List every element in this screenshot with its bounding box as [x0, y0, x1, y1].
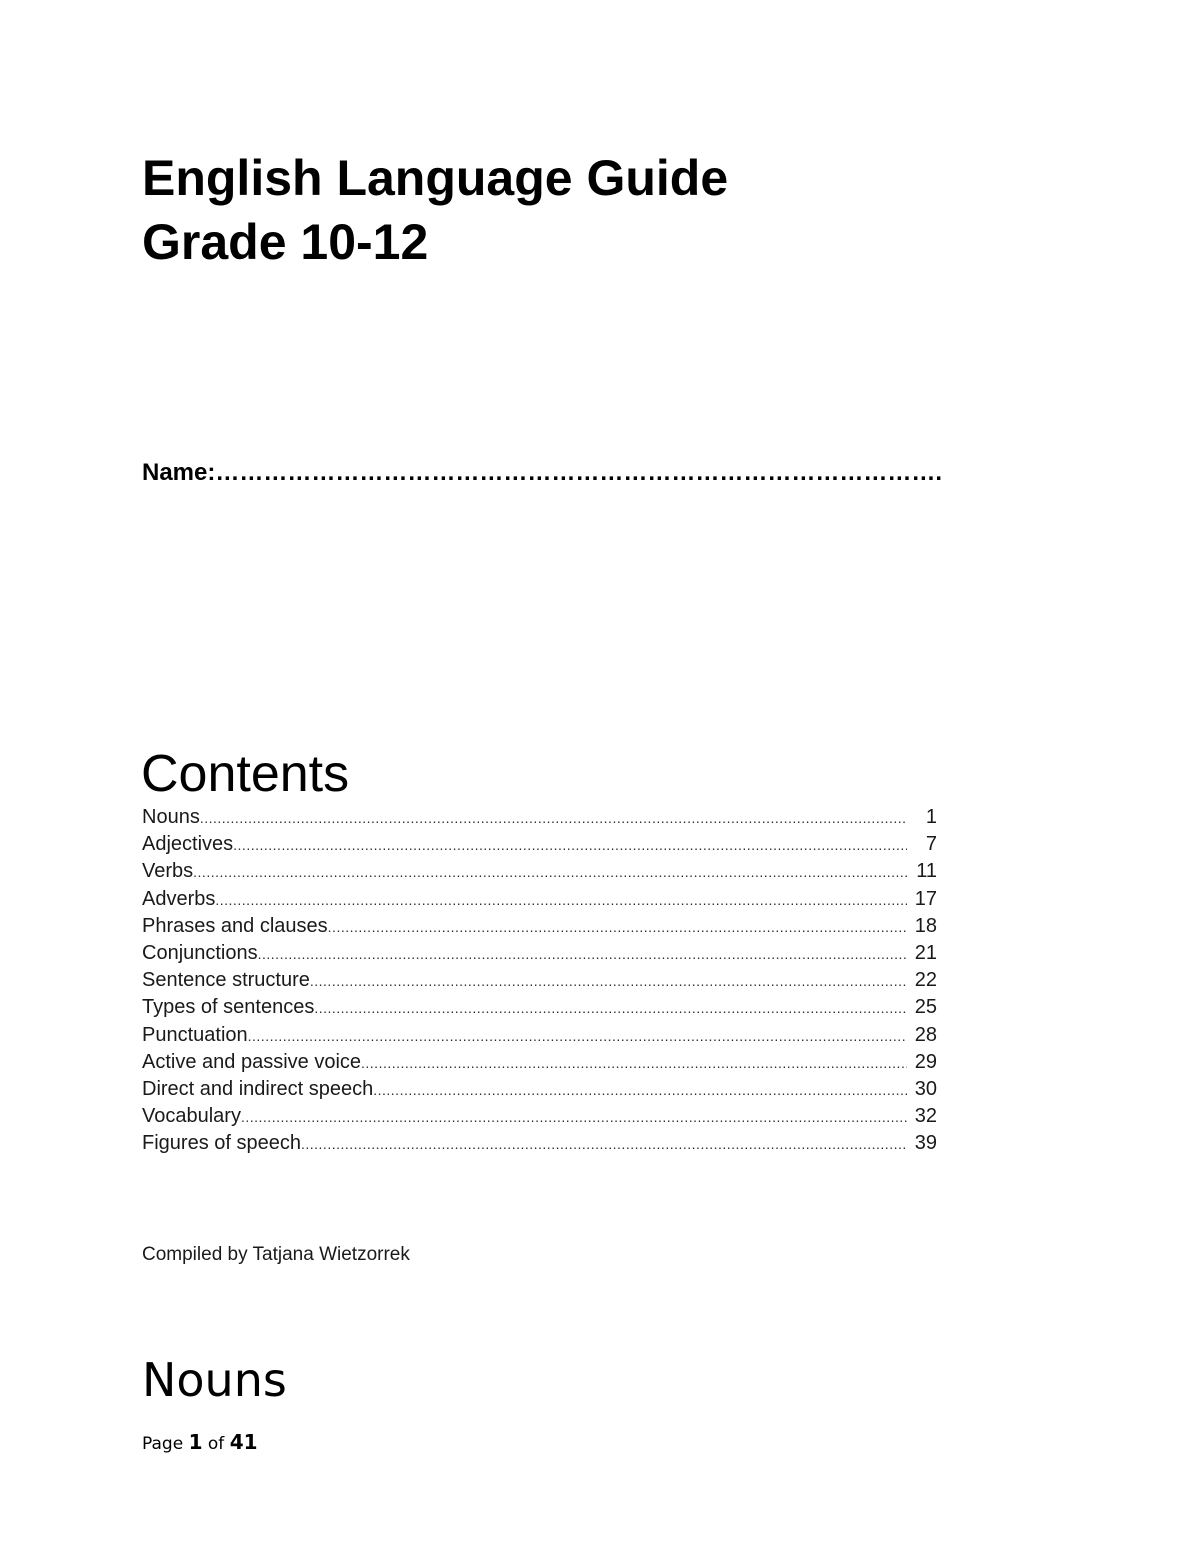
compiled-by-credit: Compiled by Tatjana Wietzorrek — [142, 1244, 410, 1265]
toc-dot-leader — [248, 1023, 907, 1049]
toc-entry[interactable] — [142, 1076, 937, 1103]
section-heading-nouns: Nouns — [142, 1353, 287, 1407]
toc-entry-title: Phrases and clauses — [142, 914, 328, 937]
contents-heading: Contents — [141, 745, 350, 803]
toc-entry[interactable] — [142, 1103, 937, 1130]
toc-entry-title: Adverbs — [142, 887, 216, 910]
toc-entry-title: Active and passive voice — [142, 1050, 362, 1073]
toc-dot-leader — [361, 1050, 907, 1076]
toc-entry[interactable] — [142, 940, 937, 967]
toc-entry[interactable] — [142, 1130, 937, 1157]
toc-entry-page: 1 — [925, 806, 937, 828]
footer-page-word: Page — [142, 1434, 184, 1454]
toc-entry-title: Nouns — [142, 806, 200, 828]
toc-entry-title: Verbs — [142, 860, 194, 883]
toc-dot-leader — [258, 941, 907, 967]
toc-dot-leader — [314, 995, 907, 1021]
toc-entry[interactable] — [142, 858, 937, 885]
toc-entry-page: 30 — [914, 1077, 937, 1100]
toc-entry-page: 32 — [914, 1105, 937, 1128]
toc-entry[interactable] — [142, 1049, 937, 1076]
toc-entry-page: 18 — [914, 914, 937, 937]
toc-dot-leader — [373, 1077, 907, 1103]
title-line-grade: Grade 10-12 — [142, 214, 429, 270]
toc-entry-page: 7 — [925, 833, 937, 856]
toc-dot-leader — [200, 805, 907, 831]
toc-entry-title: Adjectives — [142, 833, 234, 856]
footer-of-word: of — [207, 1434, 225, 1454]
toc-entry[interactable] — [142, 886, 937, 913]
toc-entry-title: Direct and indirect speech — [142, 1077, 374, 1100]
toc-entry-page: 21 — [914, 941, 937, 964]
toc-dot-leader — [193, 859, 907, 885]
toc-entry-title: Types of sentences — [142, 996, 315, 1019]
toc-entry-page: 25 — [914, 996, 937, 1019]
toc-entry-title: Figures of speech — [142, 1132, 301, 1155]
toc-entry-page: 29 — [914, 1050, 937, 1073]
toc-entry[interactable] — [142, 804, 937, 831]
toc-entry-page: 17 — [914, 887, 937, 910]
toc-dot-leader — [328, 914, 907, 940]
toc-entry[interactable] — [142, 831, 937, 858]
footer-total-pages: 41 — [229, 1430, 258, 1454]
table-of-contents — [142, 804, 937, 1157]
toc-entry-page: 11 — [916, 860, 937, 883]
toc-entry-title: Conjunctions — [142, 941, 258, 964]
name-field: Name:………………………………………………………………………………. — [142, 459, 943, 486]
toc-entry-title: Sentence structure — [142, 969, 310, 992]
toc-entry-page: 39 — [914, 1132, 937, 1155]
toc-entry[interactable] — [142, 994, 937, 1021]
toc-entry-title: Punctuation — [142, 1023, 248, 1046]
toc-entry-title: Vocabulary — [142, 1105, 241, 1128]
toc-dot-leader — [241, 1104, 907, 1130]
document-title — [142, 146, 728, 274]
toc-dot-leader — [301, 1131, 907, 1157]
toc-entry[interactable] — [142, 967, 937, 994]
toc-entry[interactable] — [142, 1022, 937, 1049]
toc-dot-leader — [215, 887, 907, 913]
title-line-main: English Language Guide — [142, 150, 729, 206]
toc-entry-page: 22 — [914, 969, 937, 992]
toc-dot-leader — [310, 968, 907, 994]
footer-current-page: 1 — [188, 1430, 203, 1454]
toc-dot-leader — [233, 832, 907, 858]
toc-entry-page: 28 — [914, 1023, 937, 1046]
toc-entry[interactable] — [142, 913, 937, 940]
page-number-footer — [142, 1428, 258, 1458]
